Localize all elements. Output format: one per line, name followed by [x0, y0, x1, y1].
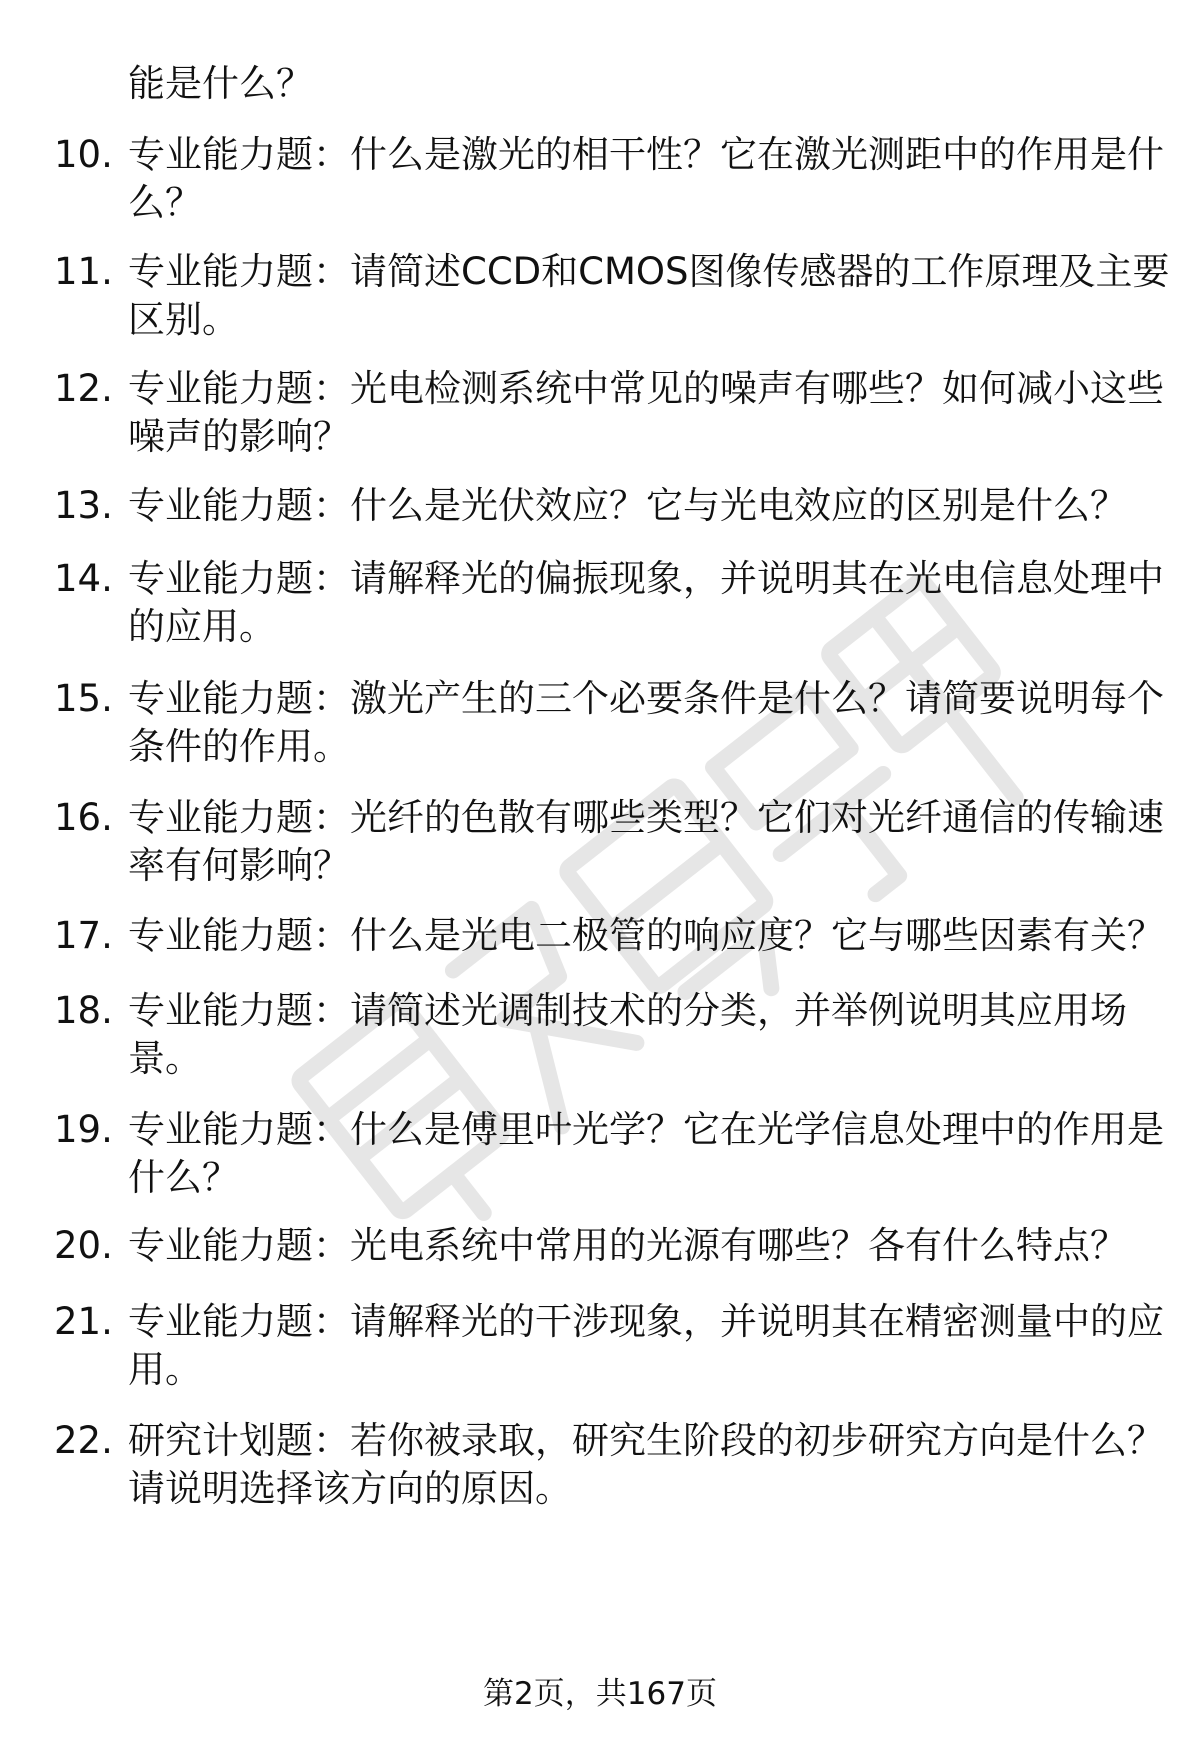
text-line: 专业能力题：请简述光调制技术的分类，并举例说明其应用场: [128, 989, 1127, 1032]
item-number: 14.: [54, 557, 113, 600]
text-line: 专业能力题：什么是傅里叶光学？它在光学信息处理中的作用是: [128, 1108, 1164, 1151]
item-number: 10.: [54, 133, 113, 176]
item-text: [128, 912, 1164, 960]
page-footer: 第2页，共167页: [483, 1676, 717, 1712]
item-number: 11.: [54, 250, 113, 293]
text-line: 的应用。: [128, 605, 276, 648]
text-line: 请说明选择该方向的原因。: [128, 1467, 572, 1510]
item-number: 18.: [54, 989, 113, 1032]
text-line: 专业能力题：什么是激光的相干性？它在激光测距中的作用是什: [128, 133, 1164, 176]
item-number: 19.: [54, 1108, 113, 1151]
text-line: 专业能力题：请解释光的偏振现象，并说明其在光电信息处理中: [128, 557, 1164, 600]
item-number: 16.: [54, 796, 113, 839]
item-number: 15.: [54, 677, 113, 720]
text-line: 能是什么？: [128, 62, 313, 105]
item-text: [128, 987, 1138, 1083]
item-text: [128, 1222, 1138, 1270]
text-line: 研究计划题：若你被录取，研究生阶段的初步研究方向是什么？: [128, 1419, 1164, 1462]
text-line: 专业能力题：激光产生的三个必要条件是什么？请简要说明每个: [128, 677, 1164, 720]
text-line: 景。: [128, 1037, 202, 1080]
item-text: [128, 248, 1170, 344]
text-line: 用。: [128, 1348, 202, 1391]
item-number: 13.: [54, 484, 113, 527]
text-line: 条件的作用。: [128, 725, 350, 768]
item-number: 21.: [54, 1300, 113, 1343]
item-text: [128, 1417, 1164, 1513]
item-text: [128, 555, 1164, 651]
text-line: 专业能力题：什么是光伏效应？它与光电效应的区别是什么？: [128, 484, 1127, 527]
text-line: 么？: [128, 181, 202, 224]
text-line: 专业能力题：什么是光电二极管的响应度？它与哪些因素有关？: [128, 914, 1164, 957]
item-number: 20.: [54, 1224, 113, 1267]
item-text: [128, 365, 1164, 461]
text-line: 专业能力题：光纤的色散有哪些类型？它们对光纤通信的传输速: [128, 796, 1164, 839]
text-line: 专业能力题：光电检测系统中常见的噪声有哪些？如何减小这些: [128, 367, 1164, 410]
item-number: 22.: [54, 1419, 113, 1462]
item-number: 17.: [54, 914, 113, 957]
text-line: 专业能力题：请简述CCD和CMOS图像传感器的工作原理及主要: [128, 250, 1170, 293]
text-line: 区别。: [128, 298, 239, 341]
text-line: 率有何影响？: [128, 844, 350, 887]
text-line: 专业能力题：光电系统中常用的光源有哪些？各有什么特点？: [128, 1224, 1127, 1267]
continuation-body: [128, 60, 1138, 108]
item-text: [128, 482, 1138, 530]
item-text: [128, 1298, 1164, 1394]
text-line: 专业能力题：请解释光的干涉现象，并说明其在精密测量中的应: [128, 1300, 1164, 1343]
text-line: 噪声的影响？: [128, 415, 350, 458]
item-number: 12.: [54, 367, 113, 410]
item-text: [128, 794, 1164, 890]
item-text: [128, 131, 1164, 227]
item-text: [128, 1106, 1164, 1202]
text-line: 什么？: [128, 1156, 239, 1199]
item-text: [128, 675, 1164, 771]
